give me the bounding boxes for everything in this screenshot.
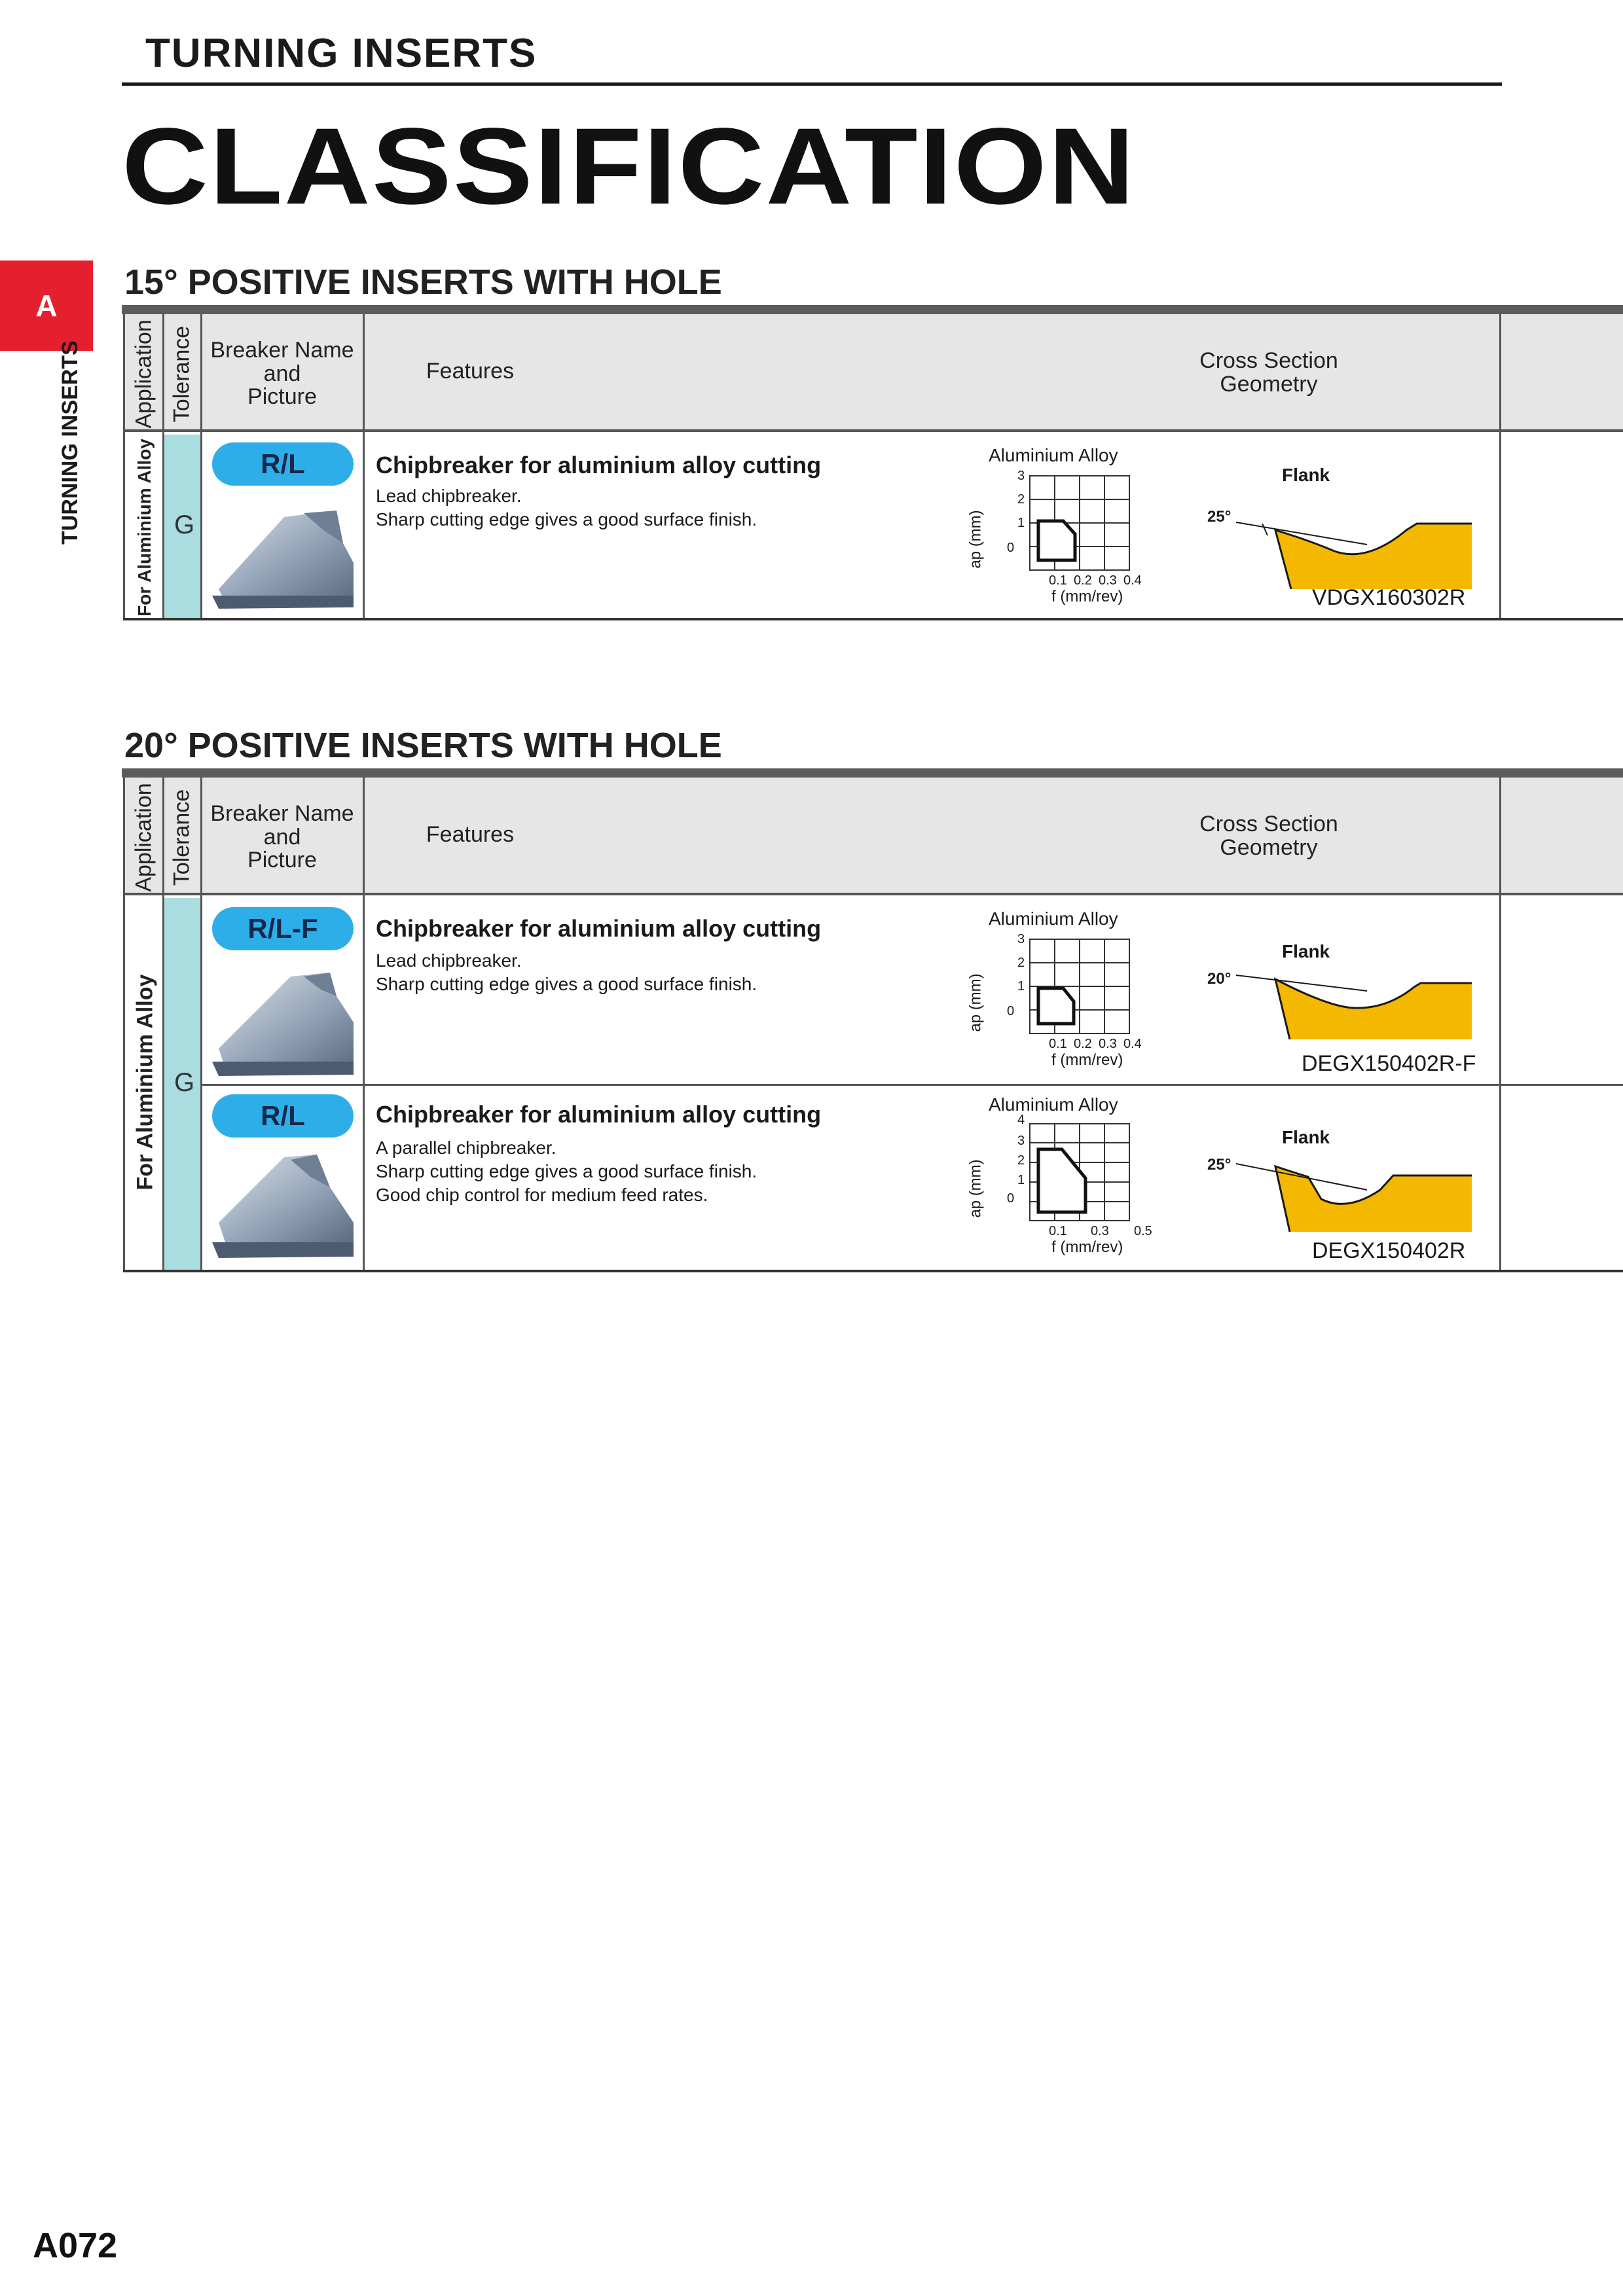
- section-bar: [122, 305, 1623, 314]
- tolerance-g: G: [174, 511, 195, 539]
- feature-line: Sharp cutting edge gives a good surface finish.: [376, 974, 757, 994]
- insert-designation: DEGX150402R-F: [1302, 1051, 1476, 1076]
- insert-picture: [206, 1151, 360, 1262]
- application-range-chart: Aluminium Alloy 3 2 1 0 0.1 0.2 0.3 0.4 ap (mm) f (mm/rev): [966, 908, 1142, 1069]
- insert-designation: DEGX150402R: [1312, 1238, 1466, 1263]
- col-features: Features: [426, 822, 515, 847]
- flank-label: Flank: [1282, 1127, 1330, 1147]
- classification-table-20deg: [123, 778, 1623, 1272]
- col-tolerance: Tolerance: [169, 789, 194, 886]
- cross-section-geometry: [1236, 504, 1485, 596]
- feature-line: Sharp cutting edge gives a good surface finish.: [376, 1161, 757, 1181]
- page-number: A072: [33, 2226, 118, 2265]
- classification-table-15deg: [123, 314, 1623, 620]
- application-range-chart: Aluminium Alloy 3 2 1 0 0.1 0.2 0.3 0.4 ap (mm) f (mm/rev): [966, 445, 1142, 605]
- rake-angle: 25°: [1207, 508, 1231, 526]
- section-subtitle: TURNING INSERTS: [145, 31, 538, 76]
- col-tolerance: Tolerance: [169, 325, 194, 423]
- insert-picture: [206, 504, 360, 615]
- section-title-15deg: 15° POSITIVE INSERTS WITH HOLE: [124, 262, 722, 302]
- feature-line: Lead chipbreaker.: [376, 486, 522, 506]
- feature-title: Chipbreaker for aluminium alloy cutting: [376, 452, 822, 478]
- page-title: CLASSIFICATION: [122, 106, 1137, 227]
- breaker-pill-rl[interactable]: R/L: [212, 1094, 354, 1138]
- tolerance-g: G: [174, 1068, 195, 1097]
- header-rule: [122, 82, 1502, 86]
- col-cross-section: Cross Section Geometry: [1199, 812, 1338, 860]
- insert-picture: [206, 963, 360, 1081]
- flank-label: Flank: [1282, 941, 1330, 961]
- application-range-chart: Aluminium Alloy 4 3 2 1 0 0.1 0.3 0.5 ap (mm) f (mm/rev): [966, 1094, 1152, 1256]
- feature-line: Lead chipbreaker.: [376, 950, 522, 971]
- application-label: For Aluminium Alloy: [134, 439, 155, 617]
- col-breaker: Breaker Name and Picture: [210, 338, 354, 410]
- col-breaker: Breaker Name and Picture: [210, 801, 354, 873]
- col-cross-section: Cross Section Geometry: [1199, 348, 1338, 397]
- insert-designation: VDGX160302R: [1312, 585, 1466, 610]
- feature-title: Chipbreaker for aluminium alloy cutting: [376, 915, 822, 942]
- col-application: Application: [131, 319, 156, 429]
- feature-title: Chipbreaker for aluminium alloy cutting: [376, 1101, 822, 1128]
- col-features: Features: [426, 359, 515, 384]
- breaker-pill-rlf[interactable]: R/L-F: [212, 907, 354, 950]
- cross-section-geometry: [1236, 1153, 1485, 1245]
- rake-angle: 25°: [1207, 1156, 1231, 1174]
- chapter-label: TURNING INSERTS: [58, 340, 82, 545]
- col-application: Application: [131, 783, 156, 892]
- cross-section-geometry: [1236, 967, 1485, 1052]
- feature-line: Good chip control for medium feed rates.: [376, 1185, 708, 1205]
- flank-label: Flank: [1282, 465, 1330, 485]
- section-title-20deg: 20° POSITIVE INSERTS WITH HOLE: [124, 726, 722, 765]
- feature-line: A parallel chipbreaker.: [376, 1138, 556, 1158]
- chapter-tab[interactable]: [0, 260, 93, 351]
- application-label: For Aluminium Alloy: [132, 974, 158, 1191]
- breaker-pill-rl[interactable]: R/L: [212, 442, 354, 486]
- feature-line: Sharp cutting edge gives a good surface finish.: [376, 509, 757, 529]
- chapter-letter: A: [35, 289, 58, 323]
- section-bar: [122, 768, 1623, 778]
- rake-angle: 20°: [1207, 970, 1231, 988]
